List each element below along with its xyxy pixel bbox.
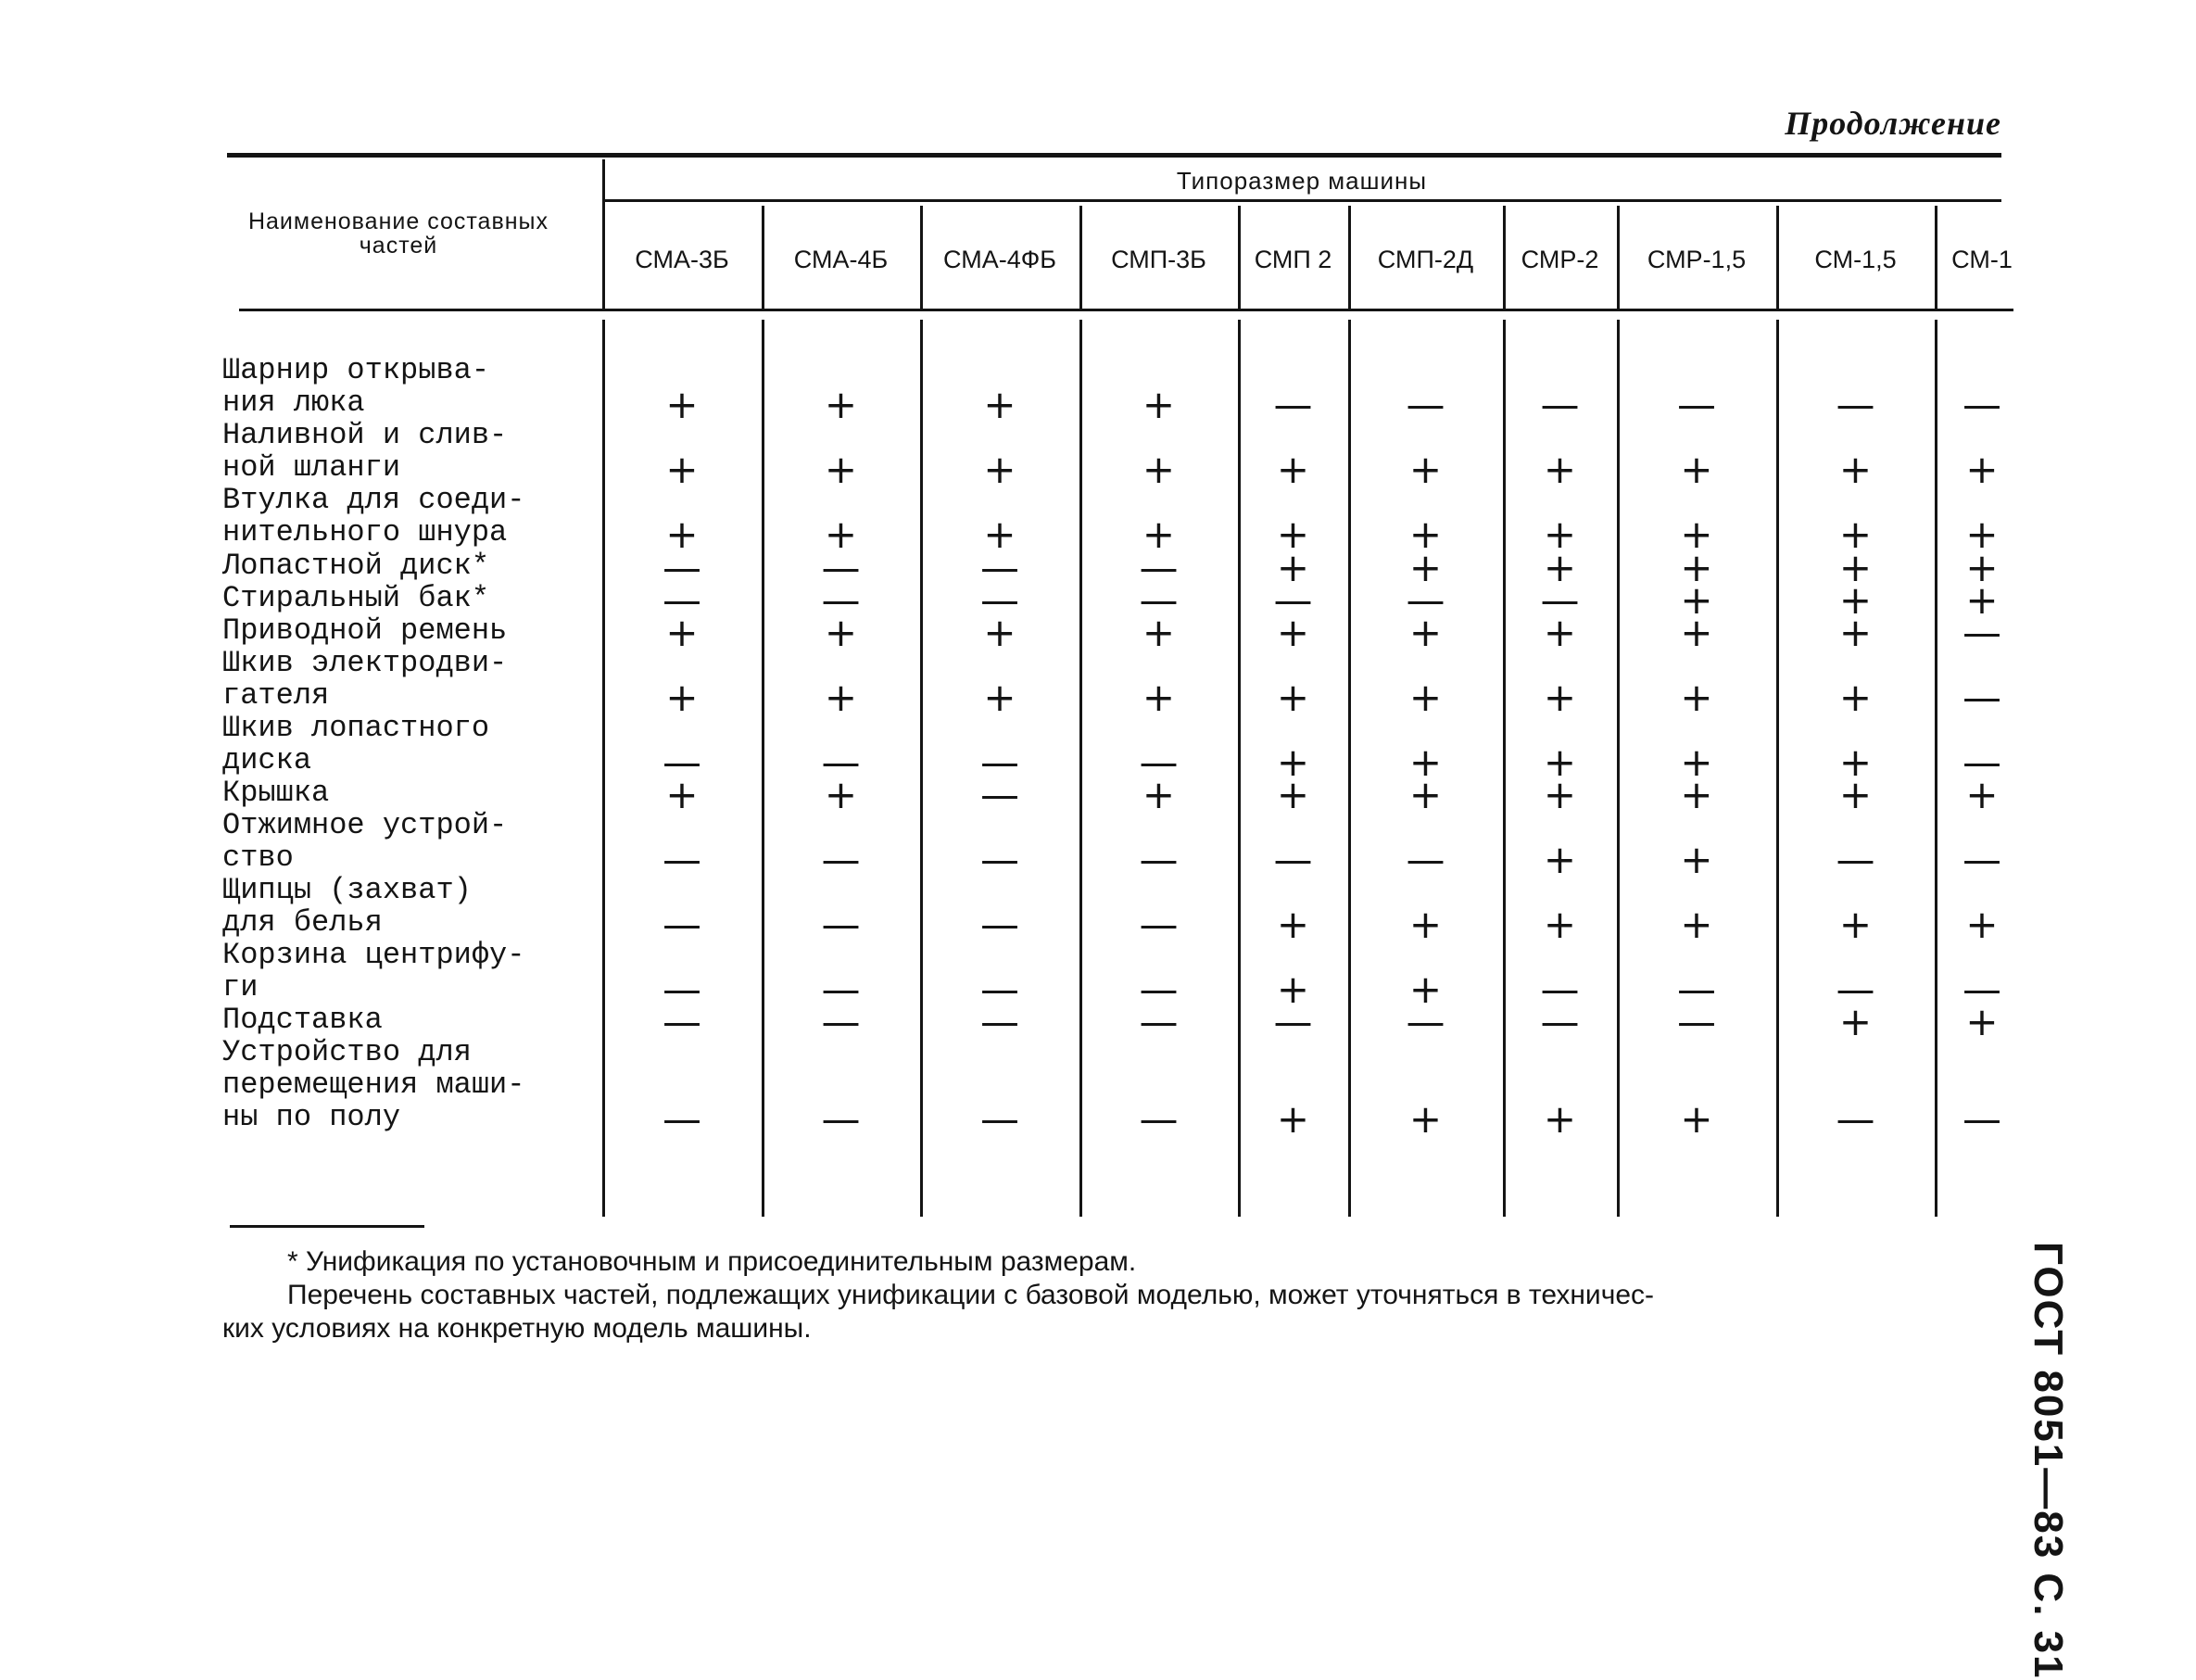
row-label: Наливной и слив- ной шланги [222, 418, 508, 485]
column-header: СМА-4ФБ [943, 246, 1056, 273]
row-label: Шкив электродви- гателя [222, 646, 508, 713]
plus-mark: + [983, 382, 1016, 427]
column-header: СМА-3Б [635, 246, 729, 273]
plus-mark: + [1276, 1096, 1310, 1142]
plus-mark: + [1276, 545, 1310, 590]
row-label: Отжимное устрой- ство [222, 808, 508, 875]
plus-mark: + [665, 610, 699, 655]
dash-mark: — [1139, 545, 1179, 590]
footnote-unification: * Унификация по установочным и присоединительным размерам. [287, 1246, 1137, 1277]
dash-mark: — [1273, 577, 1313, 623]
plus-mark: + [1838, 999, 1873, 1044]
plus-mark: + [1276, 772, 1310, 817]
dash-mark: — [1963, 739, 2001, 785]
dash-mark: — [1139, 1096, 1179, 1142]
plus-mark: + [1408, 739, 1443, 785]
plus-mark: + [1680, 512, 1713, 557]
row-label: Лопастной диск* [222, 549, 490, 583]
plus-mark: + [1543, 837, 1577, 882]
plus-mark: + [1838, 902, 1873, 947]
plus-mark: + [1142, 610, 1176, 655]
plus-mark: + [1543, 545, 1577, 590]
plus-mark: + [1543, 902, 1577, 947]
dash-mark: — [1139, 739, 1179, 785]
row-label: Приводной ремень [222, 613, 508, 648]
plus-mark: + [1408, 545, 1443, 590]
plus-mark: + [1680, 902, 1713, 947]
column-header: СМП-2Д [1377, 246, 1474, 273]
dash-mark: — [1273, 999, 1313, 1044]
dash-mark: — [821, 999, 861, 1044]
dash-mark: — [1540, 577, 1580, 623]
plus-mark: + [1543, 447, 1577, 492]
plus-mark: + [665, 447, 699, 492]
plus-mark: + [824, 447, 858, 492]
column-header: СМ-1,5 [1814, 246, 1897, 273]
dash-mark: — [663, 966, 701, 1012]
column-header: СМА-4Б [793, 246, 889, 273]
plus-mark: + [665, 675, 699, 720]
plus-mark: + [1142, 382, 1176, 427]
row-label: Крышка [222, 776, 330, 810]
footnote-rule [230, 1225, 424, 1228]
plus-mark: + [1838, 675, 1873, 720]
header-bottom-rule [239, 309, 2013, 311]
plus-mark: + [1276, 675, 1310, 720]
dash-mark: — [1836, 966, 1875, 1012]
plus-mark: + [1965, 902, 1999, 947]
plus-mark: + [1276, 739, 1310, 785]
dash-mark: — [1406, 577, 1445, 623]
plus-mark: + [1543, 512, 1577, 557]
row-label: Шарнир открыва- ния люка [222, 353, 490, 420]
continuation-label: Продолжение [1785, 105, 2001, 142]
column-header: СМП-3Б [1111, 246, 1206, 273]
plus-mark: + [983, 512, 1016, 557]
dash-mark: — [1963, 610, 2001, 655]
footnote-text-line-1: Перечень составных частей, подлежащих унификации с базовой моделью, может уточняться в техничес- [287, 1280, 1654, 1310]
dash-mark: — [980, 999, 1019, 1044]
group-header-rule [602, 199, 2001, 202]
dash-mark: — [1963, 675, 2001, 720]
dash-mark: — [1540, 382, 1580, 427]
plus-mark: + [824, 772, 858, 817]
plus-mark: + [1543, 772, 1577, 817]
plus-mark: + [1543, 610, 1577, 655]
plus-mark: + [1965, 447, 1999, 492]
dash-mark: — [663, 837, 701, 882]
dash-mark: — [821, 837, 861, 882]
dash-mark: — [663, 577, 701, 623]
column-header: СМР-2 [1521, 246, 1599, 273]
dash-mark: — [1677, 999, 1716, 1044]
standard-page-label: ГОСТ 8051—83 С. 31 [2026, 1242, 2071, 1680]
plus-mark: + [665, 382, 699, 427]
name-column-header: Наименование составных частей [247, 208, 549, 259]
dash-mark: — [980, 837, 1019, 882]
column-divider-header [602, 159, 605, 309]
dash-mark: — [821, 577, 861, 623]
plus-mark: + [1680, 739, 1713, 785]
plus-mark: + [1965, 512, 1999, 557]
dash-mark: — [821, 545, 861, 590]
dash-mark: — [980, 902, 1019, 947]
dash-mark: — [821, 902, 861, 947]
plus-mark: + [1680, 577, 1713, 623]
plus-mark: + [1142, 447, 1176, 492]
plus-mark: + [824, 512, 858, 557]
plus-mark: + [1680, 1096, 1713, 1142]
plus-mark: + [1838, 610, 1873, 655]
plus-mark: + [1142, 772, 1176, 817]
dash-mark: — [663, 902, 701, 947]
plus-mark: + [1142, 512, 1176, 557]
dash-mark: — [1963, 382, 2001, 427]
dash-mark: — [1540, 966, 1580, 1012]
plus-mark: + [1276, 512, 1310, 557]
dash-mark: — [980, 577, 1019, 623]
dash-mark: — [1273, 837, 1313, 882]
plus-mark: + [824, 675, 858, 720]
dash-mark: — [1963, 966, 2001, 1012]
plus-mark: + [983, 610, 1016, 655]
plus-mark: + [1408, 610, 1443, 655]
plus-mark: + [1838, 545, 1873, 590]
row-label: Шкив лопастного диска [222, 711, 490, 777]
dash-mark: — [1273, 382, 1313, 427]
plus-mark: + [1408, 966, 1443, 1012]
row-label: Корзина центрифу- ги [222, 938, 525, 1004]
plus-mark: + [1543, 1096, 1577, 1142]
row-label: Втулка для соеди- нительного шнура [222, 483, 525, 549]
dash-mark: — [821, 1096, 861, 1142]
plus-mark: + [1680, 447, 1713, 492]
plus-mark: + [1276, 447, 1310, 492]
table-top-rule [227, 153, 2001, 158]
plus-mark: + [1680, 675, 1713, 720]
dash-mark: — [980, 545, 1019, 590]
column-header: СМП 2 [1254, 246, 1332, 273]
plus-mark: + [1838, 447, 1873, 492]
plus-mark: + [1408, 1096, 1443, 1142]
plus-mark: + [1965, 999, 1999, 1044]
dash-mark: — [663, 545, 701, 590]
plus-mark: + [983, 447, 1016, 492]
plus-mark: + [1965, 577, 1999, 623]
dash-mark: — [1836, 837, 1875, 882]
dash-mark: — [821, 966, 861, 1012]
dash-mark: — [1406, 382, 1445, 427]
row-label: Стиральный бак* [222, 581, 490, 615]
dash-mark: — [980, 739, 1019, 785]
dash-mark: — [1139, 966, 1179, 1012]
plus-mark: + [1838, 739, 1873, 785]
footnote-text-line-2: ких условиях на конкретную модель машины. [222, 1313, 812, 1344]
plus-mark: + [1680, 837, 1713, 882]
plus-mark: + [1965, 545, 1999, 590]
plus-mark: + [1838, 512, 1873, 557]
dash-mark: — [1540, 999, 1580, 1044]
dash-mark: — [1677, 382, 1716, 427]
plus-mark: + [1680, 772, 1713, 817]
column-header: СМ-1 [1951, 246, 2013, 273]
dash-mark: — [821, 739, 861, 785]
plus-mark: + [1408, 772, 1443, 817]
dash-mark: — [1139, 837, 1179, 882]
machine-size-header: Типоразмер машины [1176, 167, 1428, 195]
plus-mark: + [665, 512, 699, 557]
plus-mark: + [1408, 512, 1443, 557]
dash-mark: — [1677, 966, 1716, 1012]
dash-mark: — [1963, 837, 2001, 882]
plus-mark: + [1680, 545, 1713, 590]
plus-mark: + [1543, 739, 1577, 785]
dash-mark: — [663, 999, 701, 1044]
dash-mark: — [980, 1096, 1019, 1142]
row-label: Подставка [222, 1003, 383, 1037]
plus-mark: + [665, 772, 699, 817]
plus-mark: + [1408, 675, 1443, 720]
dash-mark: — [1406, 999, 1445, 1044]
plus-mark: + [1838, 772, 1873, 817]
plus-mark: + [1276, 610, 1310, 655]
dash-mark: — [1139, 999, 1179, 1044]
plus-mark: + [1965, 772, 1999, 817]
dash-mark: — [1406, 837, 1445, 882]
plus-mark: + [1838, 577, 1873, 623]
plus-mark: + [1408, 447, 1443, 492]
dash-mark: — [1139, 902, 1179, 947]
plus-mark: + [824, 610, 858, 655]
dash-mark: — [980, 772, 1019, 817]
plus-mark: + [983, 675, 1016, 720]
dash-mark: — [663, 1096, 701, 1142]
plus-mark: + [1142, 675, 1176, 720]
plus-mark: + [1543, 675, 1577, 720]
dash-mark: — [1963, 1096, 2001, 1142]
dash-mark: — [663, 739, 701, 785]
plus-mark: + [1276, 902, 1310, 947]
row-label: Устройство для перемещения маши- ны по полу [222, 1035, 525, 1134]
row-label: Щипцы (захват) для белья [222, 873, 472, 940]
plus-mark: + [824, 382, 858, 427]
dash-mark: — [1139, 577, 1179, 623]
dash-mark: — [1836, 1096, 1875, 1142]
plus-mark: + [1276, 966, 1310, 1012]
dash-mark: — [980, 966, 1019, 1012]
plus-mark: + [1408, 902, 1443, 947]
column-header: СМР-1,5 [1647, 246, 1747, 273]
dash-mark: — [1836, 382, 1875, 427]
plus-mark: + [1680, 610, 1713, 655]
